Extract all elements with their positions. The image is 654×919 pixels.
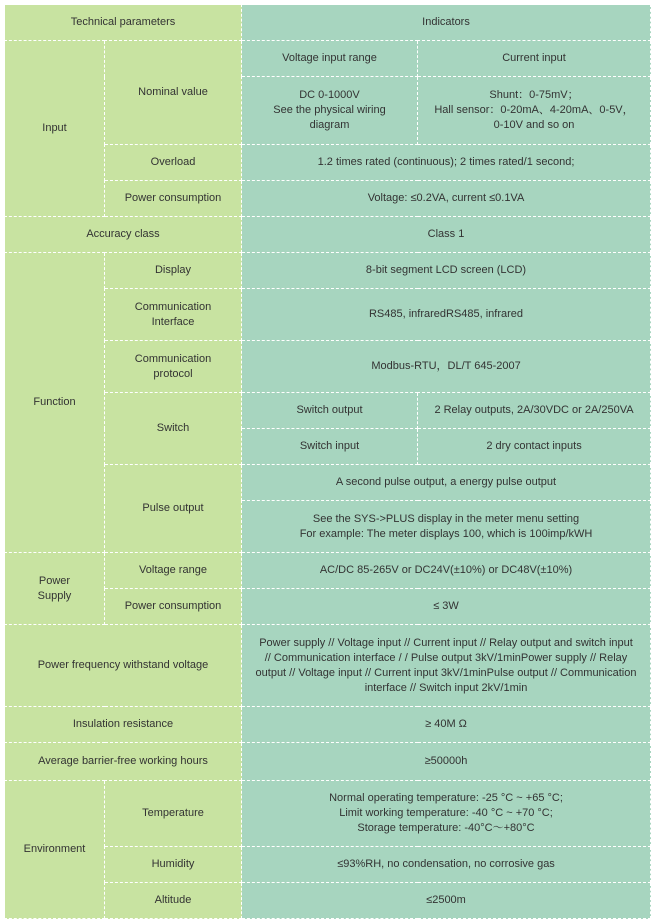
text-line: Power supply // Voltage input // Current input // Relay output and switch input: [259, 636, 633, 649]
text-line: Hall sensor：0-20mA、4-20mA、0-5V，: [434, 104, 634, 116]
group-function: Function: [5, 253, 105, 553]
value-overload: 1.2 times rated (continuous); 2 times rated/1 second;: [242, 145, 651, 181]
header-indicators: Indicators: [242, 5, 651, 41]
label-withstand-voltage: Power frequency withstand voltage: [5, 625, 242, 707]
label-communication-interface: [105, 289, 242, 341]
text-line: // Communication interface / / Pulse output 3kV/1minPower supply // Relay: [264, 651, 628, 664]
value-voltage-range: AC/DC 85-265V or DC24V(±10%) or DC48V(±10%): [242, 553, 651, 589]
table-row: [5, 253, 651, 289]
value-humidity: ≤93%RH, no condensation, no corrosive gas: [242, 847, 651, 883]
label-temperature: Temperature: [105, 781, 242, 847]
value-insulation-resistance: ≥ 40M Ω: [242, 707, 651, 743]
value-pulse-output-line2: [242, 501, 651, 553]
label-nominal-value: Nominal value: [105, 41, 242, 145]
text-line: Power: [38, 574, 71, 587]
label-communication-protocol: [105, 341, 242, 393]
text-line: See the SYS->PLUS display in the meter menu setting: [312, 512, 580, 525]
label-display: Display: [105, 253, 242, 289]
table-row: [5, 781, 651, 847]
label-supply-power-consumption: Power consumption: [105, 589, 242, 625]
text-line: See the physical wiring: [273, 104, 386, 116]
label-accuracy-class: Accuracy class: [5, 217, 242, 253]
text-line: Shunt：0-75mV；: [489, 89, 579, 101]
value-communication-interface: RS485, infraredRS485, infrared: [242, 289, 651, 341]
text-line: DC 0-1000V: [299, 89, 360, 101]
table-row: [5, 743, 651, 781]
label-humidity: Humidity: [105, 847, 242, 883]
value-current-input: [418, 77, 651, 145]
value-withstand-voltage: [242, 625, 651, 707]
value-input-power-consumption: Voltage: ≤0.2VA, current ≤0.1VA: [242, 181, 651, 217]
text-line: diagram: [309, 119, 350, 131]
group-environment: Environment: [5, 781, 105, 919]
label-altitude: Altitude: [105, 883, 242, 919]
text-line: For example: The meter displays 100, which is 100imp/kWH: [299, 527, 593, 540]
text-line: Communication: [134, 300, 212, 313]
text-line: Supply: [37, 589, 72, 602]
text-line: Normal operating temperature: -25 °C ~ +65 °C;: [329, 792, 563, 804]
label-switch: Switch: [105, 393, 242, 465]
table-row: [5, 707, 651, 743]
value-temperature: [242, 781, 651, 847]
value-voltage-input-range: [242, 77, 418, 145]
label-switch-output: Switch output: [242, 393, 418, 429]
text-line: interface // Switch input 2kV/1min: [364, 681, 528, 694]
group-power-supply: [5, 553, 105, 625]
label-input-power-consumption: Power consumption: [105, 181, 242, 217]
value-accuracy-class: Class 1: [242, 217, 651, 253]
value-communication-protocol: Modbus-RTU，DL/T 645-2007: [242, 341, 651, 393]
text-line: Interface: [151, 315, 195, 328]
label-voltage-range: Voltage range: [105, 553, 242, 589]
value-altitude: ≤2500m: [242, 883, 651, 919]
text-line: Communication: [134, 352, 212, 365]
subheader-current-input: Current input: [418, 41, 651, 77]
value-switch-output: 2 Relay outputs, 2A/30VDC or 2A/250VA: [418, 393, 651, 429]
value-display: 8-bit segment LCD screen (LCD): [242, 253, 651, 289]
value-switch-input: 2 dry contact inputs: [418, 429, 651, 465]
table-row: [5, 625, 651, 707]
text-line: output // Voltage input // Current input 3kV/1minPulse output // Communication: [255, 666, 637, 679]
spec-table: [4, 4, 651, 919]
subheader-voltage-input-range: Voltage input range: [242, 41, 418, 77]
label-insulation-resistance: Insulation resistance: [5, 707, 242, 743]
header-technical-parameters: Technical parameters: [5, 5, 242, 41]
group-input: Input: [5, 41, 105, 217]
table-row: [5, 5, 651, 41]
value-supply-power-consumption: ≤ 3W: [242, 589, 651, 625]
label-pulse-output: Pulse output: [105, 465, 242, 553]
table-row: [5, 553, 651, 589]
text-line: Limit working temperature: -40 °C ~ +70 °C;: [339, 807, 553, 819]
table-row: [5, 41, 651, 77]
value-working-hours: ≥50000h: [242, 743, 651, 781]
value-pulse-output-line1: A second pulse output, a energy pulse output: [242, 465, 651, 501]
label-overload: Overload: [105, 145, 242, 181]
text-line: protocol: [153, 367, 193, 380]
text-line: Storage temperature: -40°C～+80°C: [357, 822, 535, 834]
table-row: [5, 217, 651, 253]
label-working-hours: Average barrier-free working hours: [5, 743, 242, 781]
label-switch-input: Switch input: [242, 429, 418, 465]
text-line: 0-10V and so on: [493, 119, 575, 131]
